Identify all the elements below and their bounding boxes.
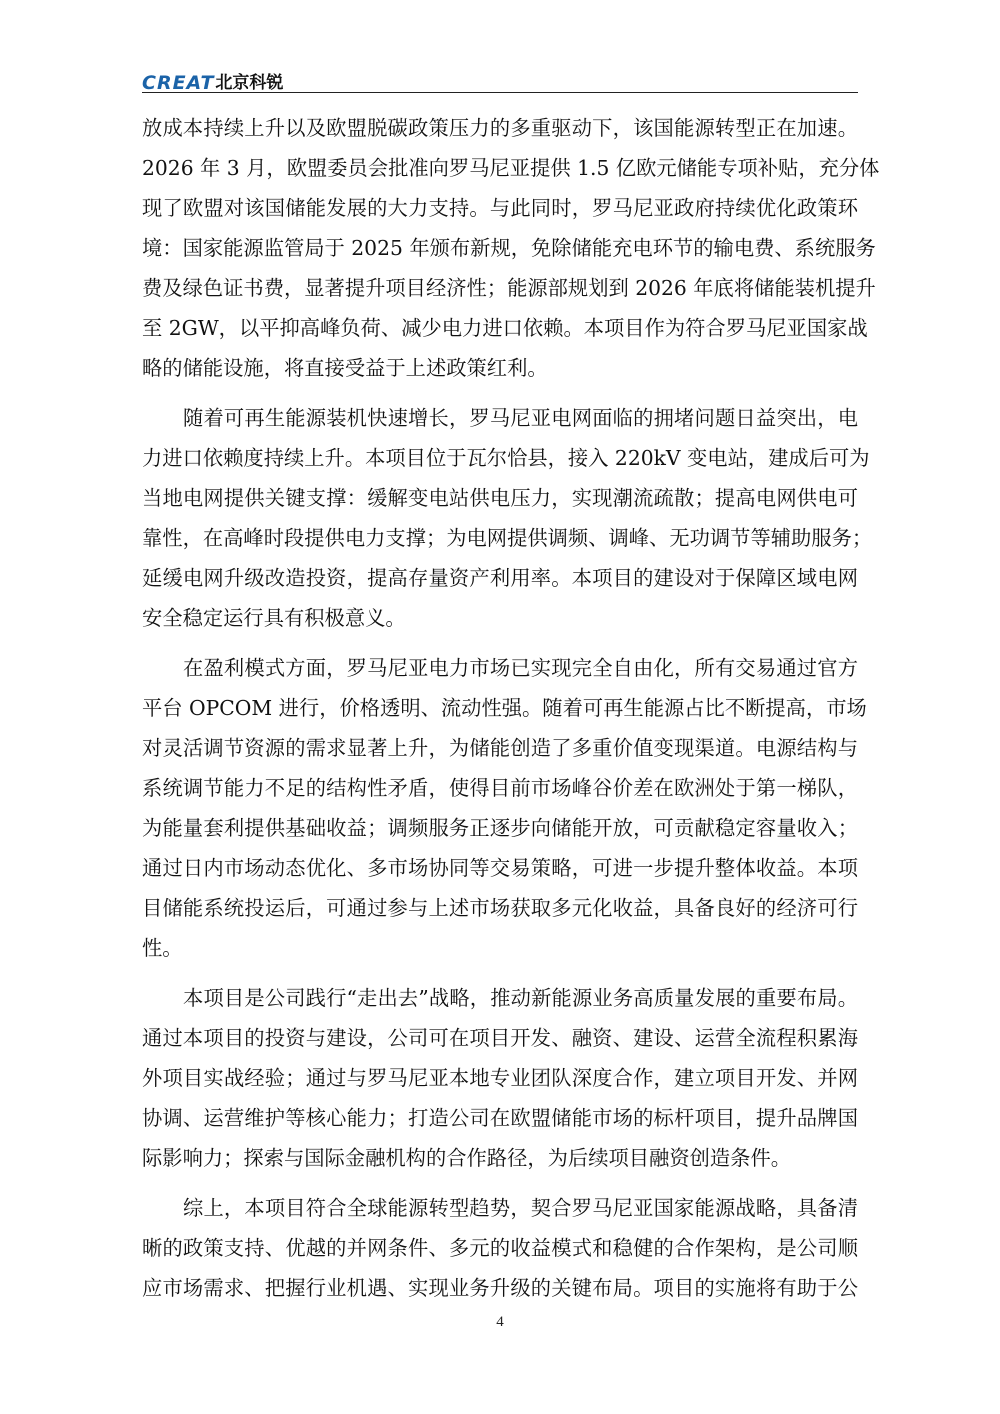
text-line: 安全稳定运行具有积极意义。 [142,606,406,630]
document-body [142,108,880,1308]
page-number: 4 [496,1314,504,1330]
logo-wordmark-cn: 北京科锐 [215,73,284,93]
text-line: 放成本持续上升以及欧盟脱碳政策压力的多重驱动下，该国能源转型正在加速。 [142,116,858,140]
logo-wordmark-en: CREAT [142,72,215,94]
header-divider [142,92,858,93]
paragraph [142,978,858,1178]
text-line: 靠性，在高峰时段提供电力支撑；为电网提供调频、调峰、无功调节等辅助服务； [142,526,873,550]
text-line: 费及绿色证书费，显著提升项目经济性；能源部规划到 2026 年底将储能装机提升 [142,276,876,300]
text-line: 当地电网提供关键支撑：缓解变电站供电压力，实现潮流疏散；提高电网供电可 [142,486,858,510]
text-line: 现了欧盟对该国储能发展的大力支持。与此同时，罗马尼亚政府持续优化政策环 [142,196,858,220]
text-line: 延缓电网升级改造投资，提高存量资产利用率。本项目的建设对于保障区域电网 [142,566,858,590]
text-line: 在盈利模式方面，罗马尼亚电力市场已实现完全自由化，所有交易通过官方 [183,656,858,680]
text-line: 平台 OPCOM 进行，价格透明、流动性强。随着可再生能源占比不断提高，市场 [142,696,867,720]
text-line: 2026 年 3 月，欧盟委员会批准向罗马尼亚提供 1.5 亿欧元储能专项补贴，充分体 [142,156,880,180]
paragraph [142,108,880,388]
text-line: 随着可再生能源装机快速增长，罗马尼亚电网面临的拥堵问题日益突出，电 [183,406,858,430]
page-header [142,64,858,94]
text-line: 略的储能设施，将直接受益于上述政策红利。 [142,356,548,380]
company-logo [142,68,283,94]
paragraph [142,648,867,968]
text-line: 本项目是公司践行“走出去”战略，推动新能源业务高质量发展的重要布局。 [183,986,858,1010]
text-line: 综上，本项目符合全球能源转型趋势，契合罗马尼亚国家能源战略，具备清 [183,1196,858,1220]
text-line: 外项目实战经验；通过与罗马尼亚本地专业团队深度合作，建立项目开发、并网 [142,1066,858,1090]
text-line: 系统调节能力不足的结构性矛盾，使得目前市场峰谷价差在欧洲处于第一梯队， [142,776,858,800]
text-line: 为能量套利提供基础收益；调频服务正逐步向储能开放，可贡献稳定容量收入； [142,816,858,840]
text-line: 际影响力；探索与国际金融机构的合作路径，为后续项目融资创造条件。 [142,1146,792,1170]
text-line: 境：国家能源监管局于 2025 年颁布新规，免除储能充电环节的输电费、系统服务 [142,236,876,260]
text-line: 至 2GW，以平抑高峰负荷、减少电力进口依赖。本项目作为符合罗马尼亚国家战 [142,316,868,340]
text-line: 通过日内市场动态优化、多市场协同等交易策略，可进一步提升整体收益。本项 [142,856,858,880]
text-line: 力进口依赖度持续上升。本项目位于瓦尔恰县，接入 220kV 变电站，建成后可为 [142,446,870,470]
text-line: 应市场需求、把握行业机遇、实现业务升级的关键布局。项目的实施将有助于公 [142,1276,858,1300]
paragraph [142,1188,858,1308]
text-line: 晰的政策支持、优越的并网条件、多元的收益模式和稳健的合作架构，是公司顺 [142,1236,858,1260]
paragraph [142,398,873,638]
text-line: 协调、运营维护等核心能力；打造公司在欧盟储能市场的标杆项目，提升品牌国 [142,1106,858,1130]
text-line: 对灵活调节资源的需求显著上升，为储能创造了多重价值变现渠道。电源结构与 [142,736,858,760]
text-line: 性。 [142,936,183,960]
text-line: 目储能系统投运后，可通过参与上述市场获取多元化收益，具备良好的经济可行 [142,896,858,920]
text-line: 通过本项目的投资与建设，公司可在项目开发、融资、建设、运营全流程积累海 [142,1026,858,1050]
